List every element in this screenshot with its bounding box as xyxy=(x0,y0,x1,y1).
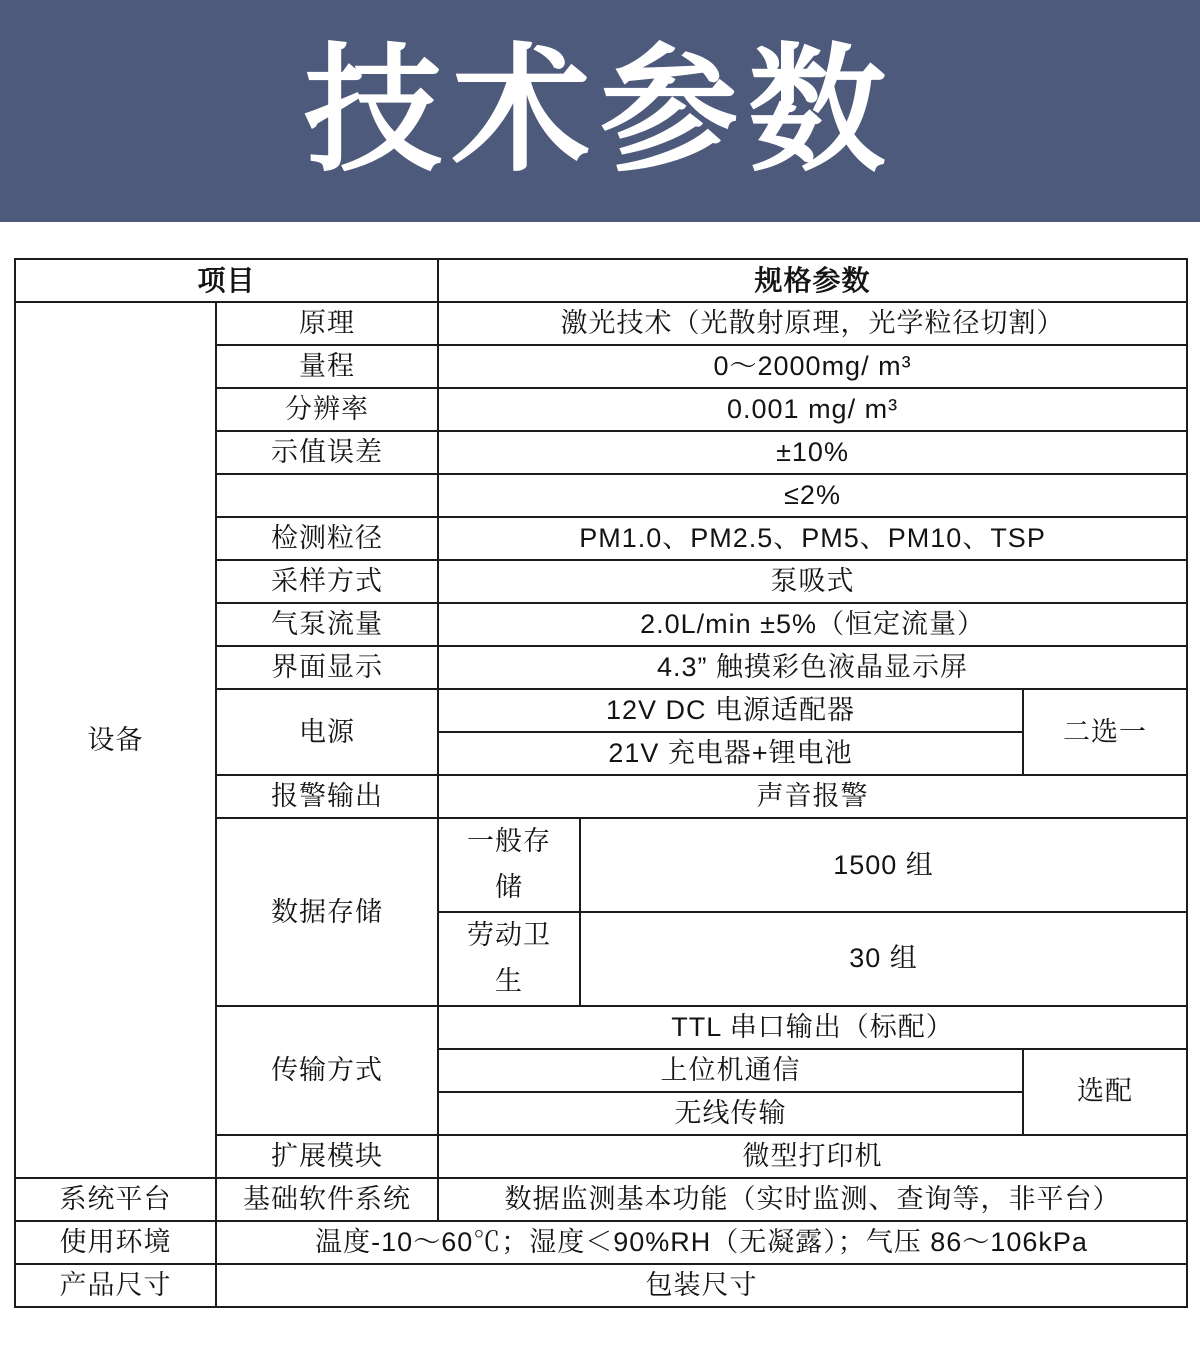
table-row xyxy=(15,302,1187,345)
table-header-row xyxy=(15,259,1187,302)
sublabel-cell-general-storage xyxy=(438,818,580,912)
value-cell-principle: 激光技术（光散射原理，光学粒径切割） xyxy=(438,302,1187,345)
page-banner xyxy=(0,0,1200,222)
device-category-cell: 设备 xyxy=(15,302,216,1178)
label-cell-pump-flow: 气泵流量 xyxy=(216,603,438,646)
category-cell-environment: 使用环境 xyxy=(15,1221,216,1264)
value-cell-repeatability: ≤2% xyxy=(438,474,1187,517)
value-cell-ttl-output: TTL 串口输出（标配） xyxy=(438,1006,1187,1049)
header-item-col: 项目 xyxy=(15,259,438,302)
value-cell-resolution: 0.001 mg/ m³ xyxy=(438,388,1187,431)
page-title: 技术参数 xyxy=(303,34,896,188)
label-cell-display: 界面显示 xyxy=(216,646,438,689)
value-cell-range: 0～2000mg/ m³ xyxy=(438,345,1187,388)
label-cell-storage: 数据存储 xyxy=(216,818,438,1006)
spec-table-container xyxy=(0,222,1200,1308)
table-row xyxy=(15,1264,1187,1307)
header-spec-col: 规格参数 xyxy=(438,259,1187,302)
value-cell-power-option-1: 12V DC 电源适配器 xyxy=(438,689,1023,732)
label-cell-particle-size: 检测粒径 xyxy=(216,517,438,560)
label-cell-power: 电源 xyxy=(216,689,438,775)
label-cell-principle: 原理 xyxy=(216,302,438,345)
table-row xyxy=(15,1178,1187,1221)
sublabel-cell-occupational-health xyxy=(438,912,580,1006)
value-cell-power-option-2: 21V 充电器+锂电池 xyxy=(438,732,1023,775)
value-cell-expansion: 微型打印机 xyxy=(438,1135,1187,1178)
label-cell-indication-error: 示值误差 xyxy=(216,431,438,474)
label-cell-expansion: 扩展模块 xyxy=(216,1135,438,1178)
note-cell-optional: 选配 xyxy=(1023,1049,1187,1135)
spec-table xyxy=(14,258,1188,1308)
label-cell-base-software: 基础软件系统 xyxy=(216,1178,438,1221)
sublabel-text: 一般存储 xyxy=(467,826,552,902)
value-cell-general-storage: 1500 组 xyxy=(580,818,1187,912)
label-cell-resolution: 分辨率 xyxy=(216,388,438,431)
value-cell-host-communication: 上位机通信 xyxy=(438,1049,1023,1092)
sublabel-text: 劳动卫生 xyxy=(467,919,552,996)
note-cell-power-choice: 二选一 xyxy=(1023,689,1187,775)
value-cell-base-software: 数据监测基本功能（实时监测、查询等，非平台） xyxy=(438,1178,1187,1221)
value-cell-environment: 温度-10～60℃；湿度＜90%RH（无凝露）；气压 86～106kPa xyxy=(216,1221,1187,1264)
label-cell-range: 量程 xyxy=(216,345,438,388)
label-cell-alarm: 报警输出 xyxy=(216,775,438,818)
value-cell-alarm: 声音报警 xyxy=(438,775,1187,818)
value-cell-occupational-health: 30 组 xyxy=(580,912,1187,1006)
value-cell-pump-flow: 2.0L/min ±5%（恒定流量） xyxy=(438,603,1187,646)
value-cell-display: 4.3” 触摸彩色液晶显示屏 xyxy=(438,646,1187,689)
category-cell-system-platform: 系统平台 xyxy=(15,1178,216,1221)
value-cell-indication-error: ±10% xyxy=(438,431,1187,474)
value-cell-dimensions: 包装尺寸 xyxy=(216,1264,1187,1307)
table-row xyxy=(15,1221,1187,1264)
label-cell-transmission: 传输方式 xyxy=(216,1006,438,1135)
value-cell-sampling: 泵吸式 xyxy=(438,560,1187,603)
value-cell-wireless: 无线传输 xyxy=(438,1092,1023,1135)
label-cell-sampling: 采样方式 xyxy=(216,560,438,603)
label-cell-empty xyxy=(216,474,438,517)
value-cell-particle-size: PM1.0、PM2.5、PM5、PM10、TSP xyxy=(438,517,1187,560)
category-cell-dimensions: 产品尺寸 xyxy=(15,1264,216,1307)
